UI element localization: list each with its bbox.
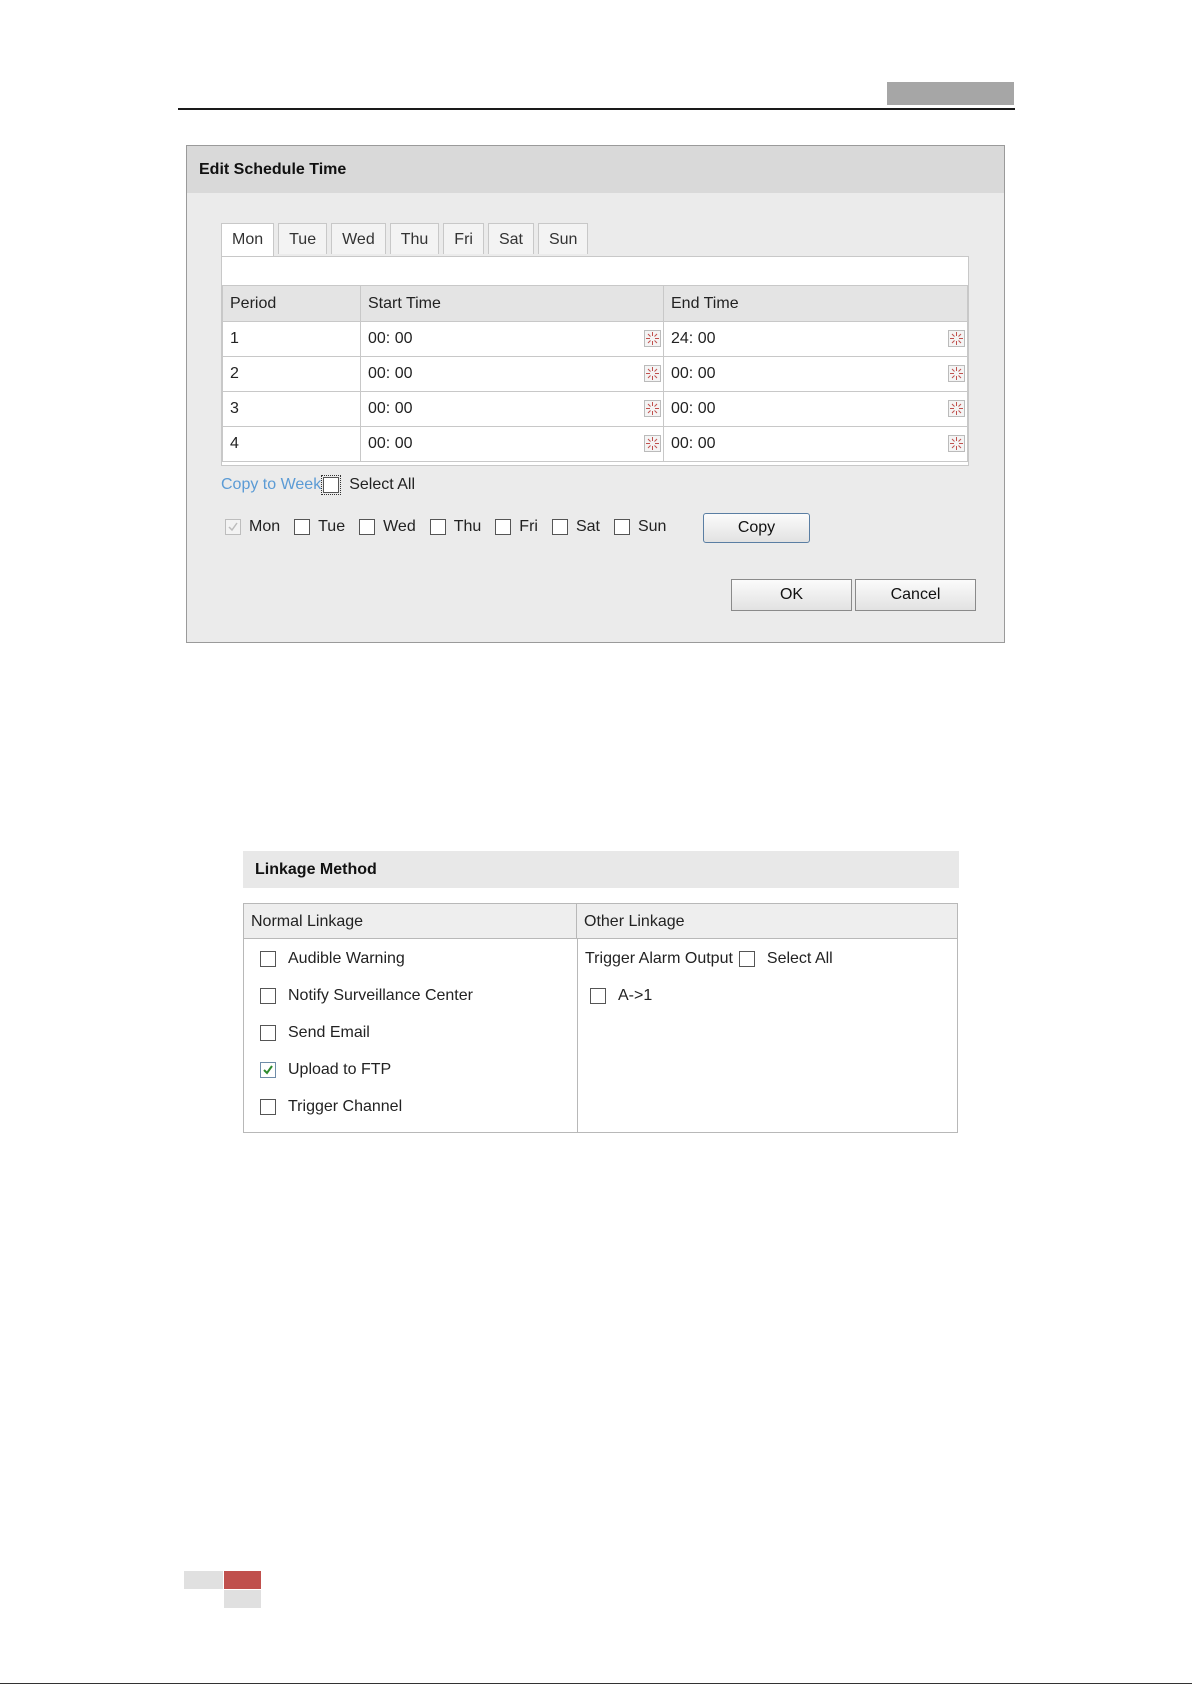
option-label: Send Email — [288, 1024, 370, 1041]
option-trigger-channel[interactable] — [260, 1098, 402, 1116]
select-all-checkbox[interactable] — [323, 477, 339, 493]
end-time-cell[interactable] — [664, 427, 968, 462]
checkbox-tue[interactable] — [294, 519, 310, 535]
start-time-value[interactable]: 00: 00 — [368, 330, 413, 347]
copy-day-sat[interactable] — [552, 518, 600, 536]
checkbox-notify-surveillance-center[interactable] — [260, 988, 276, 1004]
day-tabs — [221, 223, 592, 256]
copy-to-week-label: Copy to Week — [221, 476, 322, 493]
day-label-sun: Sun — [637, 518, 667, 535]
option-notify-surveillance-center[interactable] — [260, 987, 473, 1005]
end-time-value[interactable]: 00: 00 — [671, 365, 716, 382]
tab-tue[interactable]: Tue — [278, 223, 327, 254]
period-cell: 2 — [223, 357, 361, 392]
option-label: Audible Warning — [288, 950, 405, 967]
dialog-title: Edit Schedule Time — [187, 146, 1004, 193]
day-label-sat: Sat — [575, 518, 600, 535]
period-cell: 4 — [223, 427, 361, 462]
copy-days-row — [225, 518, 680, 536]
footer-block — [224, 1590, 261, 1608]
option-label: Trigger Channel — [288, 1098, 403, 1115]
end-time-cell[interactable] — [664, 392, 968, 427]
cancel-button[interactable]: Cancel — [855, 579, 976, 611]
column-header-period: Period — [223, 286, 361, 322]
option-upload-to-ftp[interactable] — [260, 1061, 391, 1079]
end-time-value[interactable]: 00: 00 — [671, 400, 716, 417]
checkbox-fri[interactable] — [495, 519, 511, 535]
ok-button[interactable]: OK — [731, 579, 852, 611]
start-time-value[interactable]: 00: 00 — [368, 365, 413, 382]
table-row — [223, 427, 968, 462]
linkage-method-table — [243, 903, 958, 1133]
normal-linkage-header: Normal Linkage — [244, 904, 577, 939]
table-row — [223, 392, 968, 427]
day-label-fri: Fri — [519, 518, 538, 535]
column-header-end-time: End Time — [664, 286, 968, 322]
tab-wed[interactable]: Wed — [331, 223, 386, 254]
copy-day-sun[interactable] — [614, 518, 666, 536]
option-send-email[interactable] — [260, 1024, 370, 1042]
trigger-alarm-output-label: Trigger Alarm Output — [585, 950, 733, 967]
option-audible-warning[interactable] — [260, 950, 405, 968]
copy-day-thu[interactable] — [430, 518, 482, 536]
edit-schedule-dialog — [186, 145, 1005, 643]
copy-button[interactable]: Copy — [703, 513, 810, 543]
period-cell: 1 — [223, 322, 361, 357]
checkbox-thu[interactable] — [430, 519, 446, 535]
tab-thu[interactable]: Thu — [390, 223, 440, 254]
checkbox-alarm-output-a1[interactable] — [590, 988, 606, 1004]
clock-picker-icon[interactable] — [948, 330, 965, 347]
checkbox-trigger-channel[interactable] — [260, 1099, 276, 1115]
start-time-cell[interactable] — [361, 357, 664, 392]
select-all-alarm-checkbox[interactable] — [739, 951, 755, 967]
tab-sat[interactable]: Sat — [488, 223, 534, 254]
end-time-value[interactable]: 24: 00 — [671, 330, 716, 347]
option-label: Notify Surveillance Center — [288, 987, 473, 1004]
table-header-row — [223, 286, 968, 322]
day-label-wed: Wed — [383, 518, 416, 535]
table-row — [223, 322, 968, 357]
clock-picker-icon[interactable] — [948, 365, 965, 382]
header-tab-block — [887, 82, 1014, 105]
select-all-alarm-label: Select All — [766, 950, 833, 967]
option-label: Upload to FTP — [288, 1061, 392, 1078]
period-cell: 3 — [223, 392, 361, 427]
copy-day-fri[interactable] — [495, 518, 538, 536]
clock-picker-icon[interactable] — [948, 400, 965, 417]
checkbox-wed[interactable] — [359, 519, 375, 535]
header-rule — [178, 108, 1015, 110]
footer-block — [184, 1571, 223, 1589]
alarm-output-a1[interactable] — [590, 987, 652, 1005]
checkbox-upload-to-ftp[interactable] — [260, 1062, 276, 1078]
checkbox-mon[interactable] — [225, 519, 241, 535]
day-label-thu: Thu — [453, 518, 482, 535]
start-time-cell[interactable] — [361, 392, 664, 427]
tab-mon[interactable]: Mon — [221, 223, 274, 256]
clock-picker-icon[interactable] — [644, 365, 661, 382]
end-time-cell[interactable] — [664, 357, 968, 392]
footer-accent-block — [224, 1571, 261, 1589]
tab-sun[interactable]: Sun — [538, 223, 588, 254]
checkbox-send-email[interactable] — [260, 1025, 276, 1041]
copy-to-week-row — [221, 473, 415, 497]
footer-rule — [0, 1683, 1192, 1684]
clock-picker-icon[interactable] — [644, 400, 661, 417]
column-divider — [577, 939, 578, 1132]
tab-fri[interactable]: Fri — [443, 223, 484, 254]
end-time-cell[interactable] — [664, 322, 968, 357]
checkbox-sat[interactable] — [552, 519, 568, 535]
linkage-method-title: Linkage Method — [243, 851, 959, 888]
clock-picker-icon[interactable] — [644, 435, 661, 452]
schedule-table — [222, 285, 968, 462]
checkbox-sun[interactable] — [614, 519, 630, 535]
start-time-cell[interactable] — [361, 427, 664, 462]
day-label-tue: Tue — [318, 518, 346, 535]
trigger-alarm-output-row — [585, 950, 833, 968]
end-time-value[interactable]: 00: 00 — [671, 435, 716, 452]
copy-day-wed[interactable] — [359, 518, 416, 536]
start-time-cell[interactable] — [361, 322, 664, 357]
table-row — [223, 357, 968, 392]
clock-picker-icon[interactable] — [644, 330, 661, 347]
start-time-value[interactable]: 00: 00 — [368, 400, 413, 417]
start-time-value[interactable]: 00: 00 — [368, 435, 413, 452]
checkbox-audible-warning[interactable] — [260, 951, 276, 967]
alarm-output-label: A->1 — [618, 987, 653, 1004]
select-all-label: Select All — [349, 476, 416, 493]
day-label-mon: Mon — [249, 518, 281, 535]
column-header-start-time: Start Time — [361, 286, 664, 322]
copy-day-tue[interactable] — [294, 518, 345, 536]
clock-picker-icon[interactable] — [948, 435, 965, 452]
other-linkage-header: Other Linkage — [577, 904, 957, 939]
copy-day-mon[interactable] — [225, 518, 280, 536]
